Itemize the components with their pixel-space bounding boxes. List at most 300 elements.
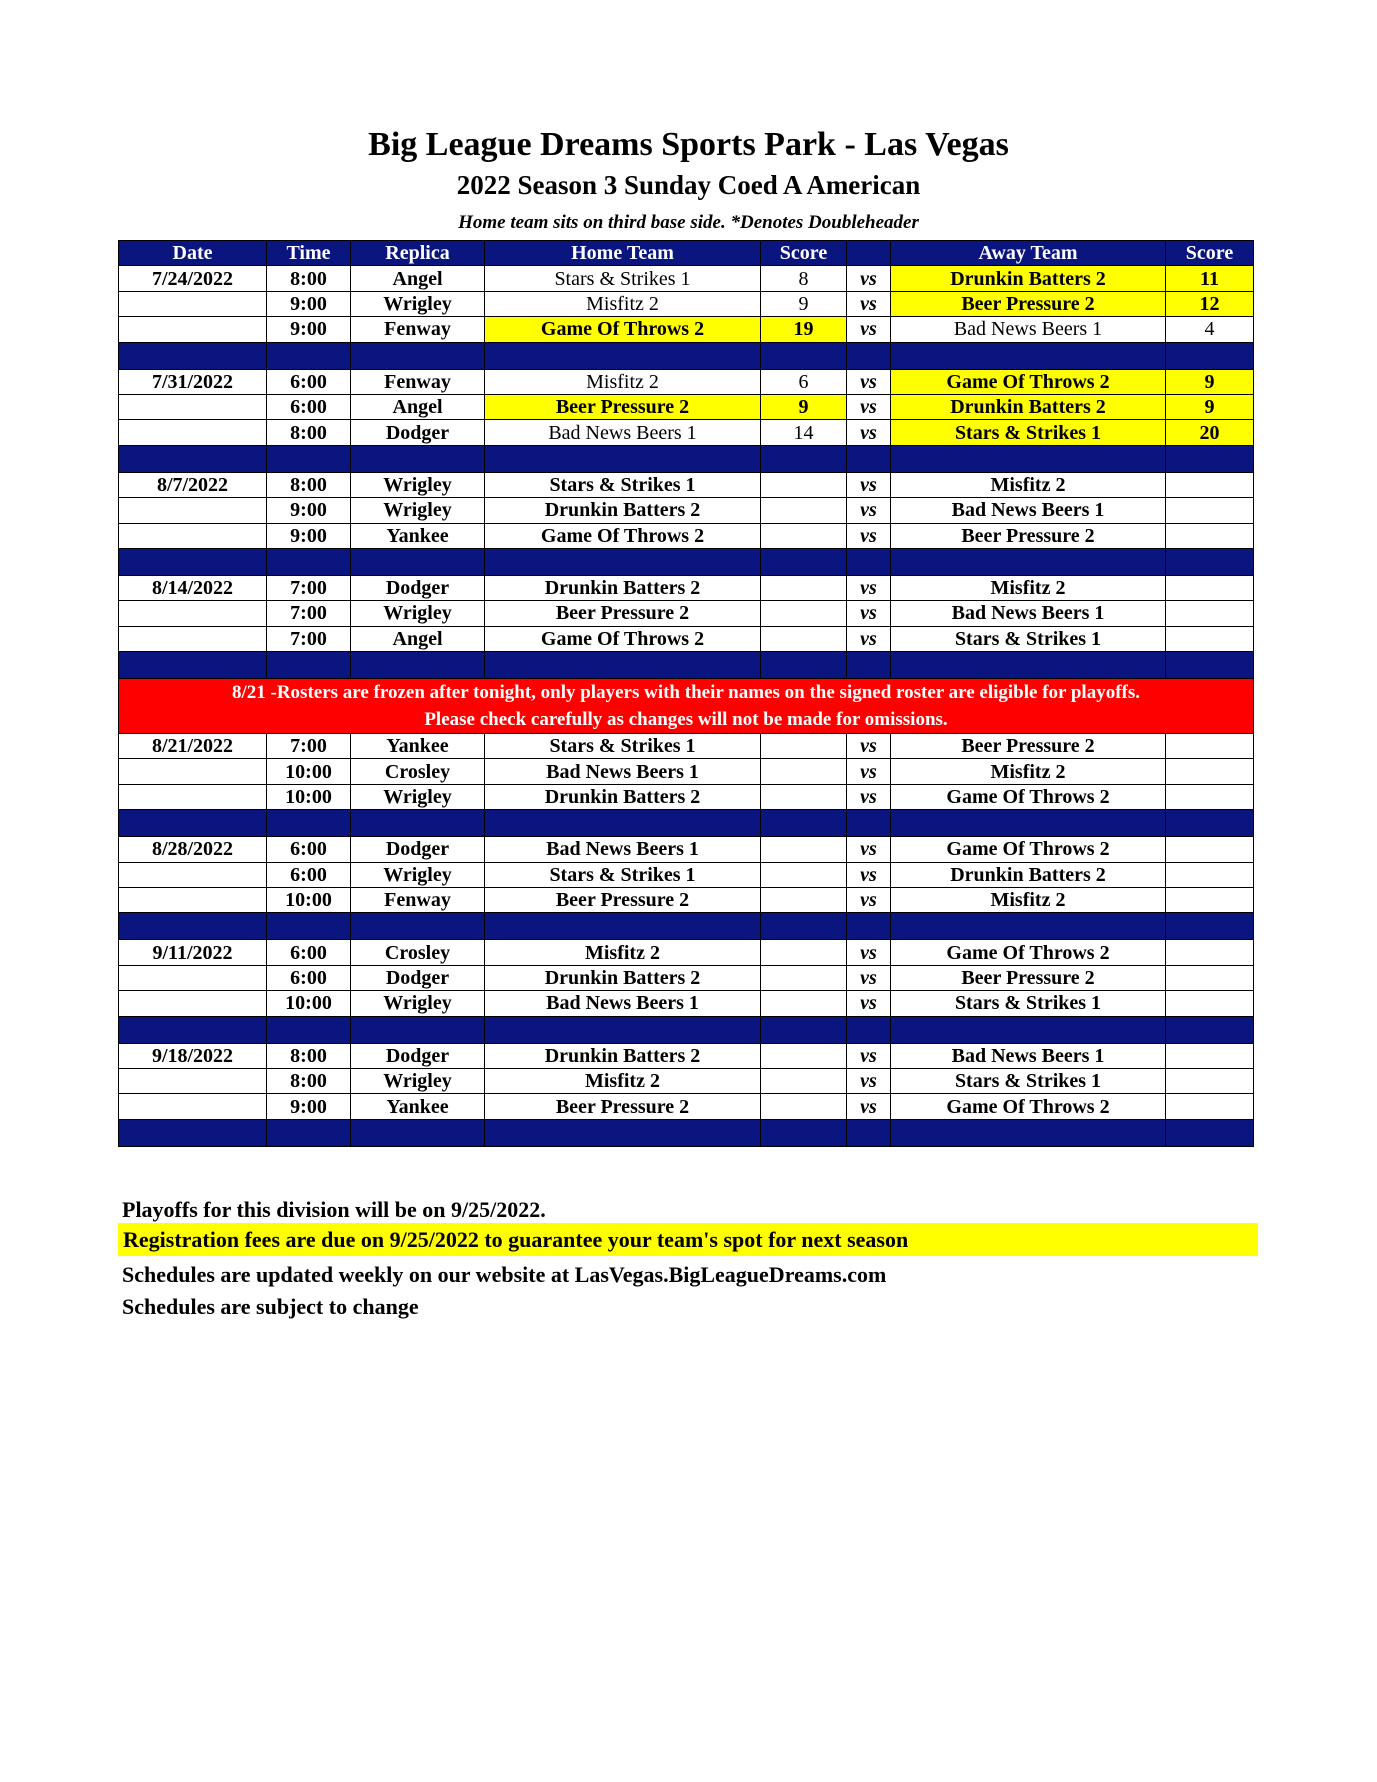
away-team-cell: Stars & Strikes 1 — [891, 1068, 1166, 1093]
home-score-cell: 19 — [761, 317, 847, 342]
away-team-cell: Game Of Throws 2 — [891, 837, 1166, 862]
away-team-cell: Beer Pressure 2 — [891, 734, 1166, 759]
vs-cell: vs — [847, 523, 891, 548]
separator-cell — [485, 652, 761, 679]
time-cell: 10:00 — [267, 759, 351, 784]
table-row — [119, 1094, 1254, 1119]
table-row — [119, 1043, 1254, 1068]
away-score-cell — [1166, 862, 1254, 887]
away-score-cell — [1166, 1094, 1254, 1119]
time-cell: 7:00 — [267, 575, 351, 600]
separator-row — [119, 548, 1254, 575]
date-cell: 7/31/2022 — [119, 369, 267, 394]
separator-cell — [267, 810, 351, 837]
away-team-cell: Stars & Strikes 1 — [891, 420, 1166, 445]
home-team-cell: Drunkin Batters 2 — [485, 1043, 761, 1068]
away-team-cell: Beer Pressure 2 — [891, 965, 1166, 990]
date-cell: 8/21/2022 — [119, 734, 267, 759]
column-header: Away Team — [891, 241, 1166, 266]
date-cell — [119, 784, 267, 809]
separator-cell — [847, 1119, 891, 1146]
home-team-cell: Bad News Beers 1 — [485, 991, 761, 1016]
away-team-cell: Drunkin Batters 2 — [891, 862, 1166, 887]
away-team-cell: Misfitz 2 — [891, 888, 1166, 913]
replica-cell: Fenway — [351, 888, 485, 913]
date-cell: 9/11/2022 — [119, 940, 267, 965]
time-cell: 6:00 — [267, 862, 351, 887]
table-row — [119, 394, 1254, 419]
replica-cell: Fenway — [351, 317, 485, 342]
replica-cell: Crosley — [351, 759, 485, 784]
separator-cell — [1166, 445, 1254, 472]
time-cell: 10:00 — [267, 888, 351, 913]
separator-cell — [267, 1119, 351, 1146]
home-score-cell — [761, 1094, 847, 1119]
away-score-cell — [1166, 626, 1254, 651]
vs-cell: vs — [847, 601, 891, 626]
table-row — [119, 837, 1254, 862]
away-score-cell: 4 — [1166, 317, 1254, 342]
date-cell — [119, 498, 267, 523]
separator-cell — [1166, 548, 1254, 575]
home-team-cell: Bad News Beers 1 — [485, 837, 761, 862]
separator-cell — [891, 1119, 1166, 1146]
separator-cell — [351, 652, 485, 679]
notice-cell — [119, 679, 1254, 734]
time-cell: 8:00 — [267, 1068, 351, 1093]
table-row — [119, 369, 1254, 394]
away-team-cell: Game Of Throws 2 — [891, 940, 1166, 965]
home-team-cell: Stars & Strikes 1 — [485, 266, 761, 291]
separator-cell — [351, 342, 485, 369]
separator-cell — [847, 342, 891, 369]
away-team-cell: Game Of Throws 2 — [891, 369, 1166, 394]
separator-cell — [1166, 342, 1254, 369]
table-row — [119, 266, 1254, 291]
away-score-cell — [1166, 601, 1254, 626]
replica-cell: Dodger — [351, 575, 485, 600]
date-cell: 8/28/2022 — [119, 837, 267, 862]
date-cell — [119, 965, 267, 990]
replica-cell: Dodger — [351, 1043, 485, 1068]
separator-cell — [761, 548, 847, 575]
away-team-cell: Game Of Throws 2 — [891, 784, 1166, 809]
playoffs-note: Playoffs for this division will be on 9/25/2022. — [122, 1197, 546, 1222]
away-team-cell: Beer Pressure 2 — [891, 523, 1166, 548]
date-cell: 7/24/2022 — [119, 266, 267, 291]
away-score-cell — [1166, 1068, 1254, 1093]
home-score-cell: 8 — [761, 266, 847, 291]
replica-cell: Wrigley — [351, 472, 485, 497]
separator-cell — [119, 913, 267, 940]
home-score-cell — [761, 837, 847, 862]
vs-cell: vs — [847, 472, 891, 497]
vs-cell: vs — [847, 626, 891, 651]
time-cell: 8:00 — [267, 420, 351, 445]
time-cell: 10:00 — [267, 991, 351, 1016]
separator-cell — [1166, 913, 1254, 940]
home-team-cell: Stars & Strikes 1 — [485, 862, 761, 887]
vs-cell: vs — [847, 940, 891, 965]
away-score-cell — [1166, 940, 1254, 965]
away-score-cell — [1166, 472, 1254, 497]
replica-cell: Wrigley — [351, 291, 485, 316]
column-header — [847, 241, 891, 266]
away-team-cell: Game Of Throws 2 — [891, 1094, 1166, 1119]
table-row — [119, 759, 1254, 784]
separator-cell — [119, 652, 267, 679]
home-team-cell: Stars & Strikes 1 — [485, 472, 761, 497]
replica-cell: Yankee — [351, 734, 485, 759]
table-row — [119, 420, 1254, 445]
away-team-cell: Bad News Beers 1 — [891, 601, 1166, 626]
separator-cell — [119, 1016, 267, 1043]
date-cell — [119, 991, 267, 1016]
home-score-cell — [761, 1043, 847, 1068]
time-cell: 9:00 — [267, 498, 351, 523]
page-title: Big League Dreams Sports Park - Las Vegas — [368, 126, 1009, 163]
away-team-cell: Drunkin Batters 2 — [891, 394, 1166, 419]
away-score-cell — [1166, 1043, 1254, 1068]
date-cell — [119, 317, 267, 342]
table-row — [119, 965, 1254, 990]
home-score-cell — [761, 965, 847, 990]
separator-cell — [119, 548, 267, 575]
away-team-cell: Misfitz 2 — [891, 472, 1166, 497]
page-subtitle: 2022 Season 3 Sunday Coed A American — [456, 170, 921, 200]
table-row — [119, 575, 1254, 600]
separator-cell — [485, 1119, 761, 1146]
home-score-cell: 14 — [761, 420, 847, 445]
separator-cell — [891, 913, 1166, 940]
vs-cell: vs — [847, 784, 891, 809]
table-row — [119, 784, 1254, 809]
away-team-cell: Misfitz 2 — [891, 575, 1166, 600]
home-score-cell — [761, 888, 847, 913]
separator-row — [119, 652, 1254, 679]
separator-row — [119, 445, 1254, 472]
time-cell: 7:00 — [267, 601, 351, 626]
date-cell — [119, 888, 267, 913]
time-cell: 6:00 — [267, 965, 351, 990]
replica-cell: Dodger — [351, 965, 485, 990]
separator-cell — [761, 445, 847, 472]
vs-cell: vs — [847, 1094, 891, 1119]
away-team-cell: Stars & Strikes 1 — [891, 626, 1166, 651]
home-team-cell: Drunkin Batters 2 — [485, 498, 761, 523]
date-cell — [119, 523, 267, 548]
away-score-cell: 9 — [1166, 369, 1254, 394]
home-team-cell: Beer Pressure 2 — [485, 888, 761, 913]
separator-cell — [351, 1119, 485, 1146]
date-cell — [119, 601, 267, 626]
replica-cell: Yankee — [351, 523, 485, 548]
schedule-table — [118, 240, 1254, 1147]
replica-cell: Wrigley — [351, 1068, 485, 1093]
separator-cell — [351, 810, 485, 837]
separator-cell — [485, 342, 761, 369]
separator-cell — [351, 445, 485, 472]
home-score-cell — [761, 759, 847, 784]
home-team-cell: Misfitz 2 — [485, 940, 761, 965]
vs-cell: vs — [847, 1068, 891, 1093]
separator-cell — [267, 342, 351, 369]
time-cell: 9:00 — [267, 291, 351, 316]
home-score-cell — [761, 784, 847, 809]
vs-cell: vs — [847, 498, 891, 523]
page-note: Home team sits on third base side. *Denotes Doubleheader — [458, 212, 919, 233]
home-team-cell: Misfitz 2 — [485, 1068, 761, 1093]
subject-note: Schedules are subject to change — [122, 1294, 419, 1319]
notice-line: Please check carefully as changes will not be made for omissions. — [424, 709, 948, 731]
vs-cell: vs — [847, 394, 891, 419]
away-team-cell: Drunkin Batters 2 — [891, 266, 1166, 291]
separator-cell — [761, 652, 847, 679]
time-cell: 6:00 — [267, 369, 351, 394]
away-score-cell — [1166, 759, 1254, 784]
separator-row — [119, 1119, 1254, 1146]
table-row — [119, 888, 1254, 913]
away-team-cell: Stars & Strikes 1 — [891, 991, 1166, 1016]
column-header: Time — [267, 241, 351, 266]
date-cell — [119, 862, 267, 887]
date-cell — [119, 626, 267, 651]
table-row — [119, 626, 1254, 651]
home-team-cell: Drunkin Batters 2 — [485, 784, 761, 809]
time-cell: 10:00 — [267, 784, 351, 809]
time-cell: 6:00 — [267, 837, 351, 862]
separator-cell — [267, 548, 351, 575]
home-score-cell — [761, 498, 847, 523]
away-score-cell: 9 — [1166, 394, 1254, 419]
separator-cell — [891, 548, 1166, 575]
separator-cell — [847, 548, 891, 575]
notice-row — [119, 679, 1254, 734]
home-team-cell: Drunkin Batters 2 — [485, 575, 761, 600]
separator-cell — [847, 913, 891, 940]
replica-cell: Yankee — [351, 1094, 485, 1119]
vs-cell: vs — [847, 420, 891, 445]
vs-cell: vs — [847, 734, 891, 759]
home-score-cell — [761, 1068, 847, 1093]
away-score-cell — [1166, 523, 1254, 548]
vs-cell: vs — [847, 991, 891, 1016]
separator-cell — [267, 913, 351, 940]
vs-cell: vs — [847, 888, 891, 913]
home-score-cell — [761, 734, 847, 759]
separator-row — [119, 342, 1254, 369]
separator-cell — [891, 445, 1166, 472]
away-score-cell — [1166, 498, 1254, 523]
time-cell: 7:00 — [267, 734, 351, 759]
separator-row — [119, 1016, 1254, 1043]
time-cell: 9:00 — [267, 317, 351, 342]
vs-cell: vs — [847, 266, 891, 291]
away-score-cell: 11 — [1166, 266, 1254, 291]
separator-cell — [485, 548, 761, 575]
replica-cell: Wrigley — [351, 991, 485, 1016]
replica-cell: Angel — [351, 266, 485, 291]
away-team-cell: Beer Pressure 2 — [891, 291, 1166, 316]
separator-cell — [485, 810, 761, 837]
separator-cell — [119, 342, 267, 369]
separator-row — [119, 810, 1254, 837]
away-team-cell: Bad News Beers 1 — [891, 1043, 1166, 1068]
separator-row — [119, 913, 1254, 940]
column-header: Score — [1166, 241, 1254, 266]
separator-cell — [267, 1016, 351, 1043]
home-team-cell: Bad News Beers 1 — [485, 420, 761, 445]
replica-cell: Wrigley — [351, 862, 485, 887]
away-score-cell — [1166, 837, 1254, 862]
home-team-cell: Game Of Throws 2 — [485, 523, 761, 548]
home-score-cell — [761, 940, 847, 965]
time-cell: 8:00 — [267, 472, 351, 497]
table-row — [119, 734, 1254, 759]
home-team-cell: Game Of Throws 2 — [485, 317, 761, 342]
away-score-cell — [1166, 991, 1254, 1016]
separator-cell — [847, 810, 891, 837]
home-score-cell — [761, 523, 847, 548]
replica-cell: Wrigley — [351, 784, 485, 809]
registration-note: Registration fees are due on 9/25/2022 to guarantee your team's spot for next season — [118, 1223, 1258, 1256]
notice-line: 8/21 -Rosters are frozen after tonight, only players with their names on the signed roster are eligible for playoffs. — [231, 682, 1141, 704]
separator-cell — [761, 1016, 847, 1043]
away-score-cell — [1166, 965, 1254, 990]
away-team-cell: Bad News Beers 1 — [891, 317, 1166, 342]
vs-cell: vs — [847, 837, 891, 862]
home-score-cell: 6 — [761, 369, 847, 394]
away-score-cell — [1166, 575, 1254, 600]
table-row — [119, 317, 1254, 342]
separator-cell — [1166, 1016, 1254, 1043]
home-score-cell — [761, 472, 847, 497]
replica-cell: Dodger — [351, 837, 485, 862]
home-score-cell: 9 — [761, 291, 847, 316]
home-score-cell — [761, 991, 847, 1016]
vs-cell: vs — [847, 965, 891, 990]
away-score-cell: 20 — [1166, 420, 1254, 445]
table-row — [119, 472, 1254, 497]
separator-cell — [351, 1016, 485, 1043]
table-row — [119, 601, 1254, 626]
vs-cell: vs — [847, 862, 891, 887]
home-score-cell — [761, 626, 847, 651]
separator-cell — [1166, 652, 1254, 679]
vs-cell: vs — [847, 759, 891, 784]
date-cell: 8/7/2022 — [119, 472, 267, 497]
vs-cell: vs — [847, 317, 891, 342]
home-score-cell — [761, 575, 847, 600]
date-cell — [119, 1068, 267, 1093]
home-team-cell: Game Of Throws 2 — [485, 626, 761, 651]
schedule-body — [119, 266, 1254, 1146]
date-cell: 8/14/2022 — [119, 575, 267, 600]
time-cell: 8:00 — [267, 266, 351, 291]
home-team-cell: Misfitz 2 — [485, 291, 761, 316]
separator-cell — [1166, 810, 1254, 837]
home-score-cell — [761, 601, 847, 626]
time-cell: 6:00 — [267, 394, 351, 419]
column-header: Replica — [351, 241, 485, 266]
separator-cell — [761, 913, 847, 940]
separator-cell — [847, 445, 891, 472]
separator-cell — [761, 810, 847, 837]
replica-cell: Wrigley — [351, 601, 485, 626]
separator-cell — [267, 652, 351, 679]
time-cell: 8:00 — [267, 1043, 351, 1068]
home-score-cell: 9 — [761, 394, 847, 419]
separator-cell — [485, 445, 761, 472]
away-score-cell: 12 — [1166, 291, 1254, 316]
home-team-cell: Beer Pressure 2 — [485, 601, 761, 626]
replica-cell: Dodger — [351, 420, 485, 445]
column-header: Date — [119, 241, 267, 266]
separator-cell — [761, 1119, 847, 1146]
table-row — [119, 1068, 1254, 1093]
separator-cell — [891, 652, 1166, 679]
replica-cell: Angel — [351, 394, 485, 419]
website-note: Schedules are updated weekly on our website at LasVegas.BigLeagueDreams.com — [122, 1262, 887, 1287]
separator-cell — [351, 913, 485, 940]
home-team-cell: Drunkin Batters 2 — [485, 965, 761, 990]
separator-cell — [891, 810, 1166, 837]
column-header: Score — [761, 241, 847, 266]
table-row — [119, 523, 1254, 548]
separator-cell — [847, 1016, 891, 1043]
separator-cell — [761, 342, 847, 369]
table-row — [119, 291, 1254, 316]
separator-cell — [891, 1016, 1166, 1043]
separator-cell — [119, 1119, 267, 1146]
separator-cell — [351, 548, 485, 575]
date-cell — [119, 1094, 267, 1119]
away-score-cell — [1166, 888, 1254, 913]
table-row — [119, 862, 1254, 887]
column-header: Home Team — [485, 241, 761, 266]
replica-cell: Angel — [351, 626, 485, 651]
home-team-cell: Beer Pressure 2 — [485, 394, 761, 419]
away-team-cell: Misfitz 2 — [891, 759, 1166, 784]
separator-cell — [485, 913, 761, 940]
vs-cell: vs — [847, 369, 891, 394]
vs-cell: vs — [847, 1043, 891, 1068]
home-team-cell: Beer Pressure 2 — [485, 1094, 761, 1119]
separator-cell — [847, 652, 891, 679]
time-cell: 9:00 — [267, 1094, 351, 1119]
replica-cell: Crosley — [351, 940, 485, 965]
date-cell — [119, 420, 267, 445]
time-cell: 7:00 — [267, 626, 351, 651]
separator-cell — [485, 1016, 761, 1043]
replica-cell: Fenway — [351, 369, 485, 394]
table-row — [119, 991, 1254, 1016]
replica-cell: Wrigley — [351, 498, 485, 523]
home-score-cell — [761, 862, 847, 887]
away-team-cell: Bad News Beers 1 — [891, 498, 1166, 523]
away-score-cell — [1166, 734, 1254, 759]
separator-cell — [1166, 1119, 1254, 1146]
separator-cell — [119, 445, 267, 472]
away-score-cell — [1166, 784, 1254, 809]
table-header-row — [119, 241, 1254, 266]
date-cell — [119, 759, 267, 784]
date-cell — [119, 394, 267, 419]
table-row — [119, 498, 1254, 523]
home-team-cell: Stars & Strikes 1 — [485, 734, 761, 759]
home-team-cell: Misfitz 2 — [485, 369, 761, 394]
time-cell: 9:00 — [267, 523, 351, 548]
